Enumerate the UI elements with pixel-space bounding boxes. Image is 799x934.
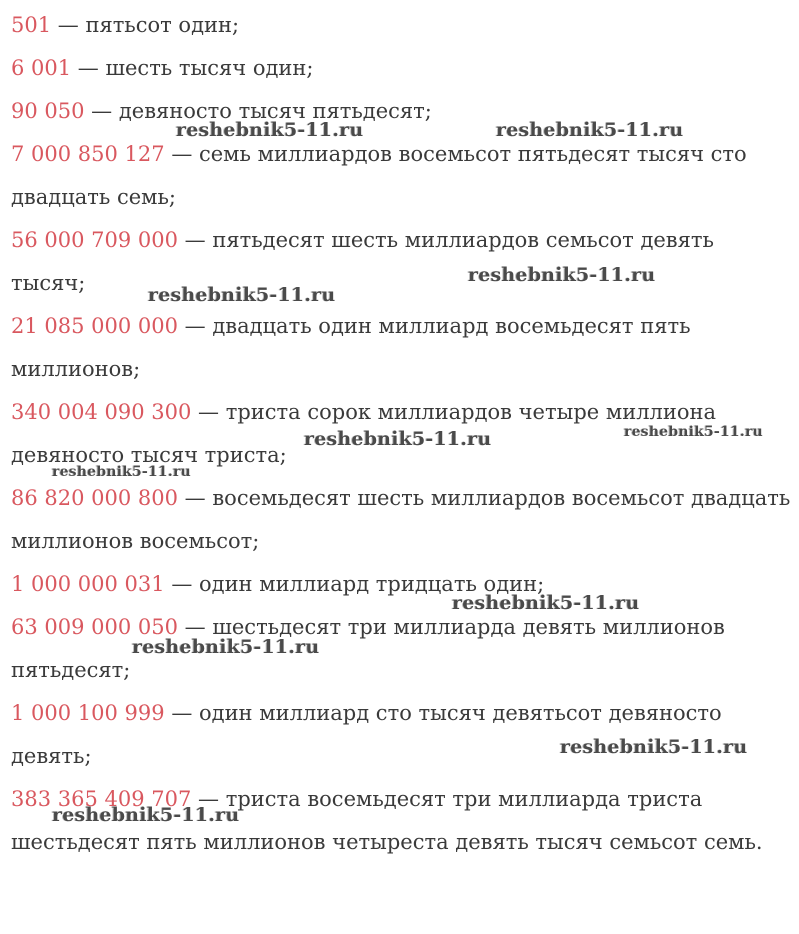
watermark: reshebnik5-11.ru xyxy=(52,804,240,826)
entry-words: — один миллиард сто тысяч девятьсот девяносто девять; xyxy=(11,701,722,768)
entry-number: 86 820 000 800 xyxy=(11,486,178,510)
entry-10 xyxy=(11,606,791,692)
watermark: reshebnik5-11.ru xyxy=(624,424,763,440)
entry-words: — восемьдесят шесть миллиардов восемьсот двадцать миллионов восемьсот; xyxy=(11,486,791,553)
watermark: reshebnik5-11.ru xyxy=(304,428,492,450)
entry-5 xyxy=(11,219,791,305)
entry-number: 21 085 000 000 xyxy=(11,314,178,338)
watermark: reshebnik5-11.ru xyxy=(132,636,320,658)
entry-words: — шестьдесят три миллиарда девять миллионов пятьдесят; xyxy=(11,615,725,682)
watermark: reshebnik5-11.ru xyxy=(468,264,656,286)
entry-11 xyxy=(11,692,791,778)
watermark: reshebnik5-11.ru xyxy=(496,119,684,141)
entry-4 xyxy=(11,133,791,219)
watermark: reshebnik5-11.ru xyxy=(52,464,191,480)
entry-6 xyxy=(11,305,791,391)
entry-words: — девяносто тысяч пятьдесят; xyxy=(84,99,432,123)
entry-words: — триста восемьдесят три миллиарда триста шестьдесят пять миллионов четыреста девять тысяч семьсот семь. xyxy=(11,787,763,854)
entry-number: 1 000 000 031 xyxy=(11,572,165,596)
entry-number: 501 xyxy=(11,13,52,37)
entry-number: 56 000 709 000 xyxy=(11,228,178,252)
watermark: reshebnik5-11.ru xyxy=(148,284,336,306)
entry-number: 6 001 xyxy=(11,56,72,80)
entry-number: 340 004 090 300 xyxy=(11,400,192,424)
entry-number: 7 000 850 127 xyxy=(11,142,165,166)
entry-words: — пятьдесят шесть миллиардов семьсот девять тысяч; xyxy=(11,228,714,295)
entry-words: — шесть тысяч один; xyxy=(71,56,314,80)
entry-words: — двадцать один миллиард восемьдесят пять миллионов; xyxy=(11,314,691,381)
entry-words: — пятьсот один; xyxy=(51,13,240,37)
watermark: reshebnik5-11.ru xyxy=(452,592,640,614)
entry-number: 63 009 000 050 xyxy=(11,615,178,639)
entry-9 xyxy=(11,563,791,606)
entry-words: — семь миллиардов восемьсот пятьдесят тысяч сто двадцать семь; xyxy=(11,142,747,209)
entry-1 xyxy=(11,4,791,47)
entry-number: 90 050 xyxy=(11,99,85,123)
entry-8 xyxy=(11,477,791,563)
watermark: reshebnik5-11.ru xyxy=(560,736,748,758)
entry-words: — триста сорок миллиардов четыре миллиона девяносто тысяч триста; xyxy=(11,400,717,467)
entry-words: — один миллиард тридцать один; xyxy=(164,572,545,596)
watermark: reshebnik5-11.ru xyxy=(176,119,364,141)
entry-number: 383 365 409 707 xyxy=(11,787,192,811)
entry-2 xyxy=(11,47,791,90)
entry-number: 1 000 100 999 xyxy=(11,701,165,725)
